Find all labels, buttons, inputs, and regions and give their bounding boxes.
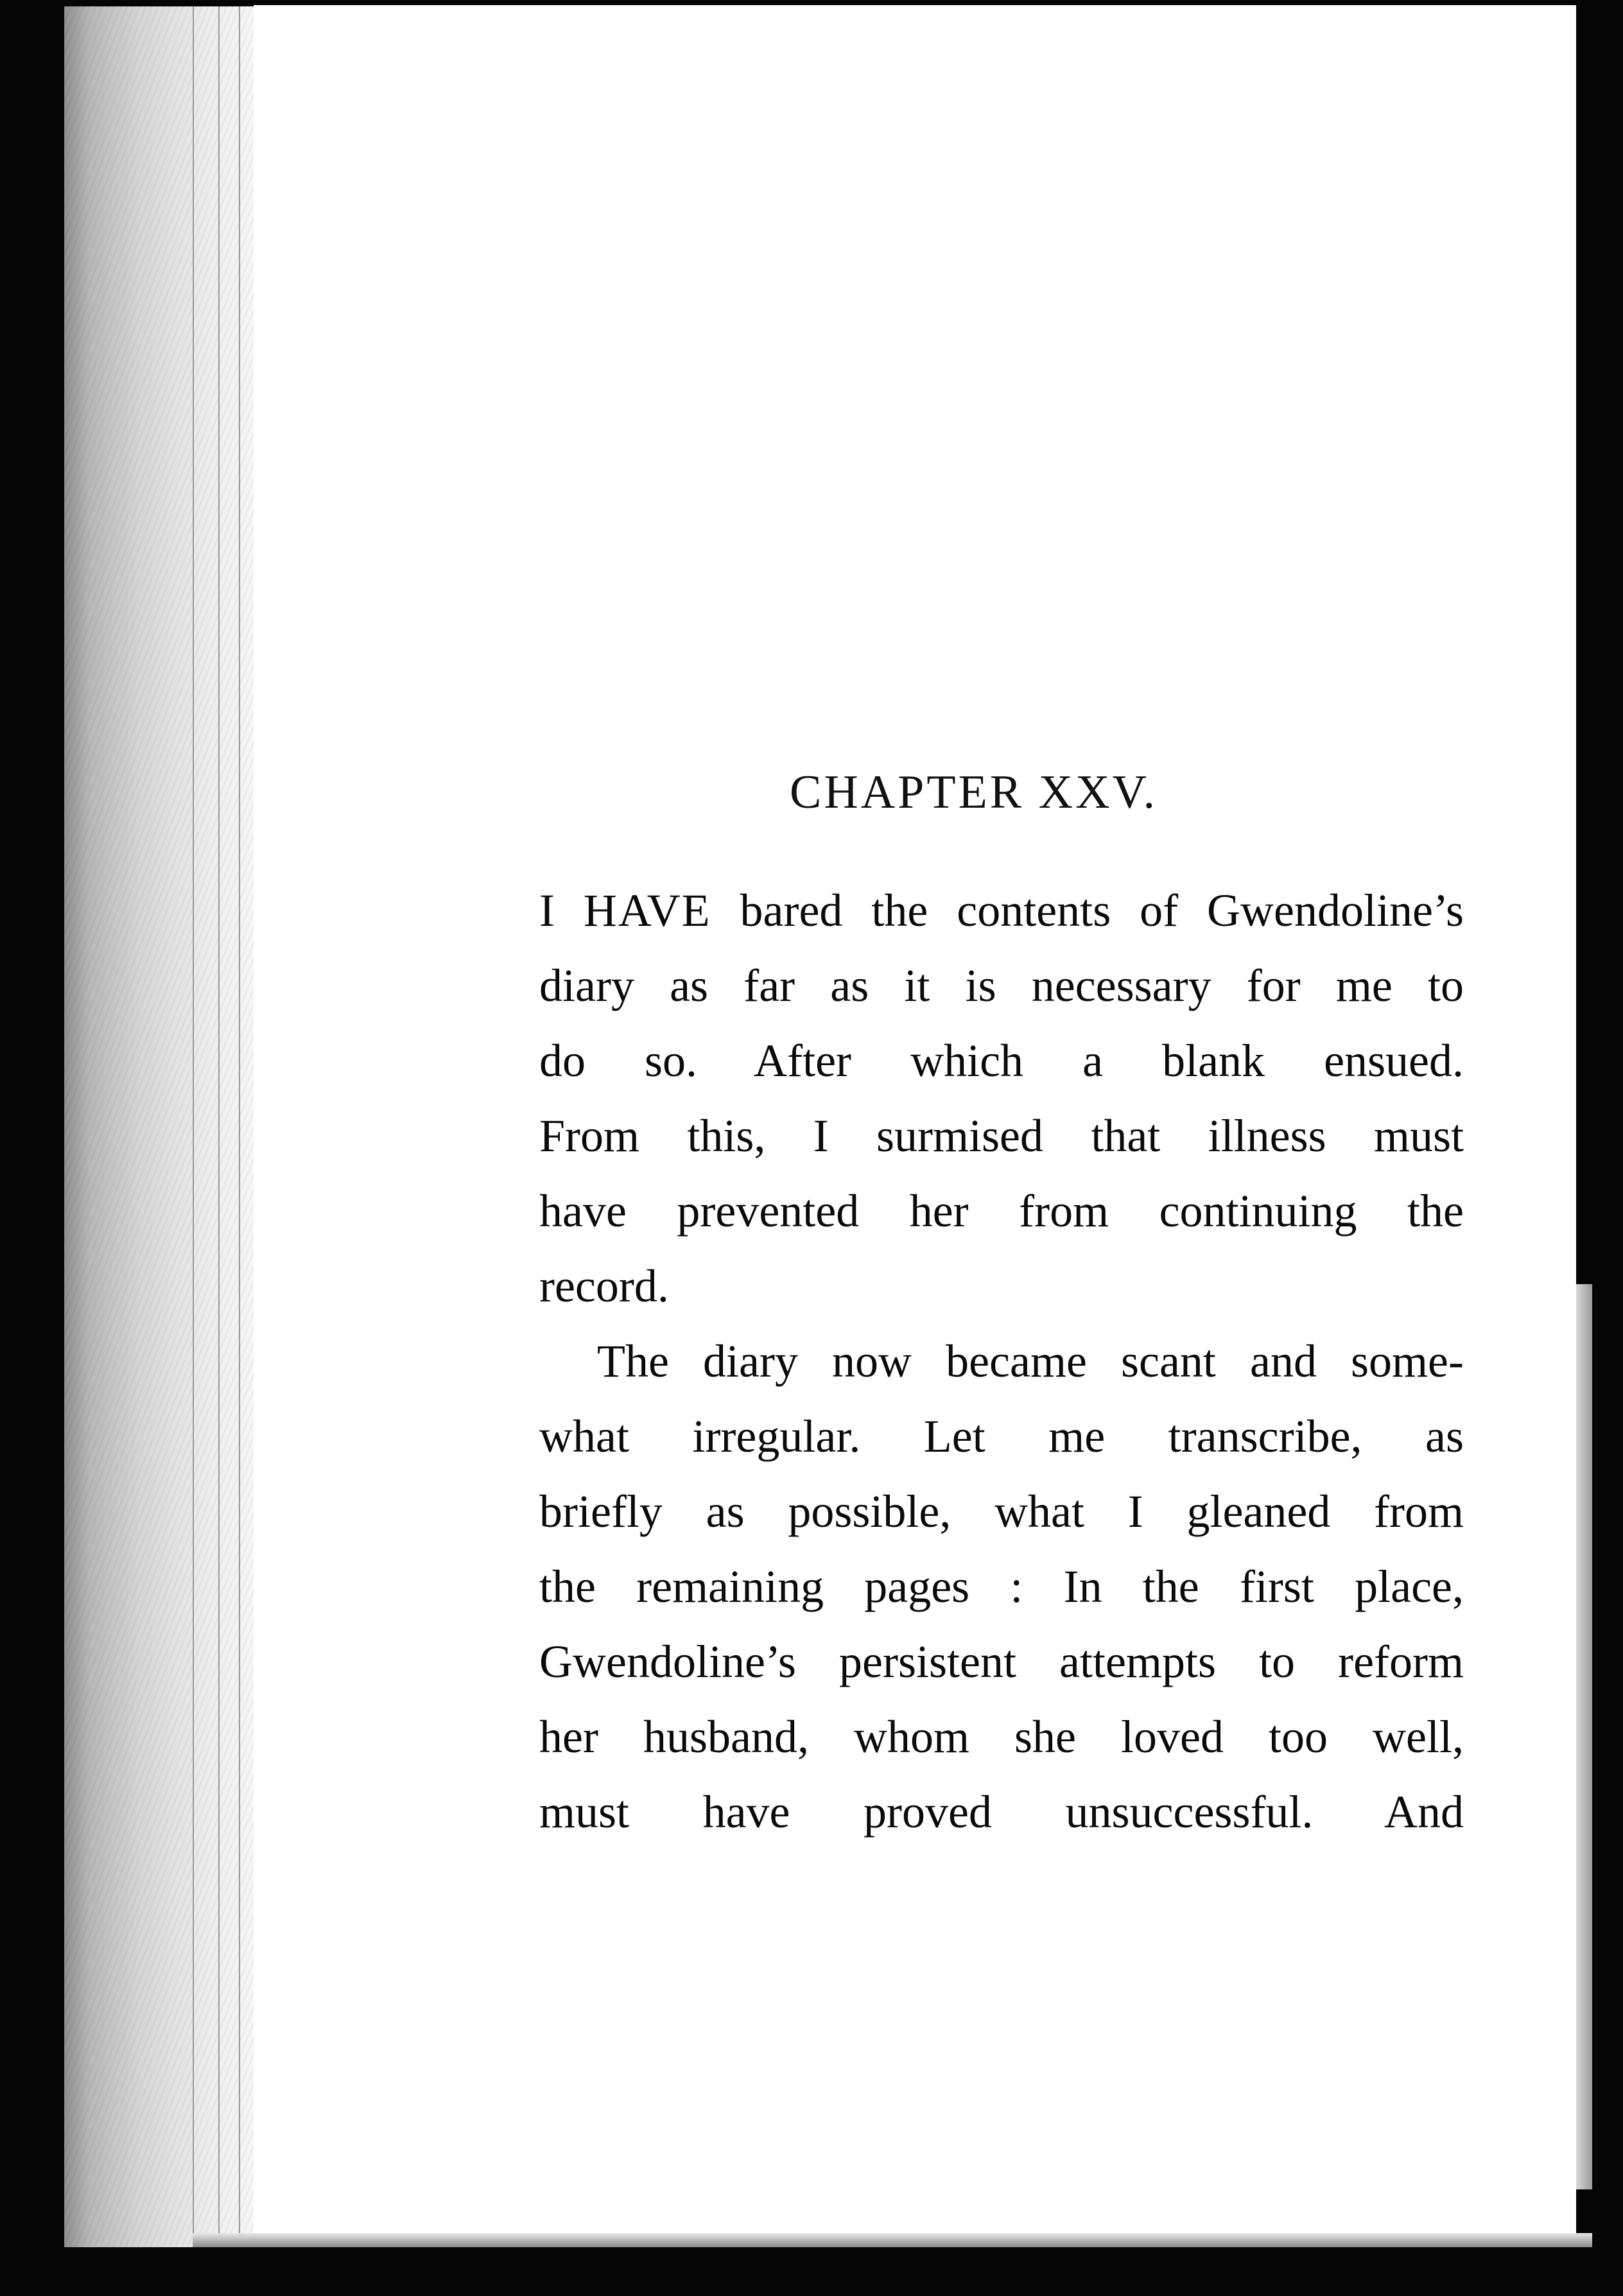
page-right-edge bbox=[1576, 1284, 1592, 2189]
text-line: her husband, whom she loved too well, bbox=[539, 1711, 1464, 1762]
text-line: briefly as possible, what I gleaned from bbox=[539, 1486, 1464, 1537]
text-line: the remaining pages : In the first place, bbox=[539, 1561, 1464, 1612]
text-line: record. bbox=[539, 1260, 669, 1312]
text-line: I HAVE bared the contents of Gwendoline’s bbox=[539, 885, 1464, 936]
text-line: Gwendoline’s persistent attempts to reform bbox=[539, 1636, 1464, 1687]
text-line: diary as far as it is necessary for me to bbox=[539, 960, 1464, 1011]
page-bottom-edge bbox=[193, 2233, 1592, 2247]
page-edge-line bbox=[239, 6, 240, 2247]
text-line: The diary now became scant and some- bbox=[597, 1335, 1464, 1387]
page-edge-line bbox=[218, 6, 220, 2247]
text-line: have prevented her from continuing the bbox=[539, 1185, 1464, 1237]
text-line: do so. After which a blank ensued. bbox=[539, 1035, 1464, 1086]
body-text bbox=[539, 873, 1464, 1850]
text-line: what irregular. Let me transcribe, as bbox=[539, 1411, 1464, 1462]
text-line: From this, I surmised that illness must bbox=[539, 1110, 1464, 1161]
text-line: must have proved unsuccessful. And bbox=[539, 1786, 1464, 1838]
small-caps-word: HAVE bbox=[583, 885, 711, 936]
page-edge-line bbox=[193, 6, 194, 2247]
page-fore-edges bbox=[64, 6, 257, 2247]
chapter-heading: CHAPTER XXV. bbox=[790, 766, 1158, 819]
